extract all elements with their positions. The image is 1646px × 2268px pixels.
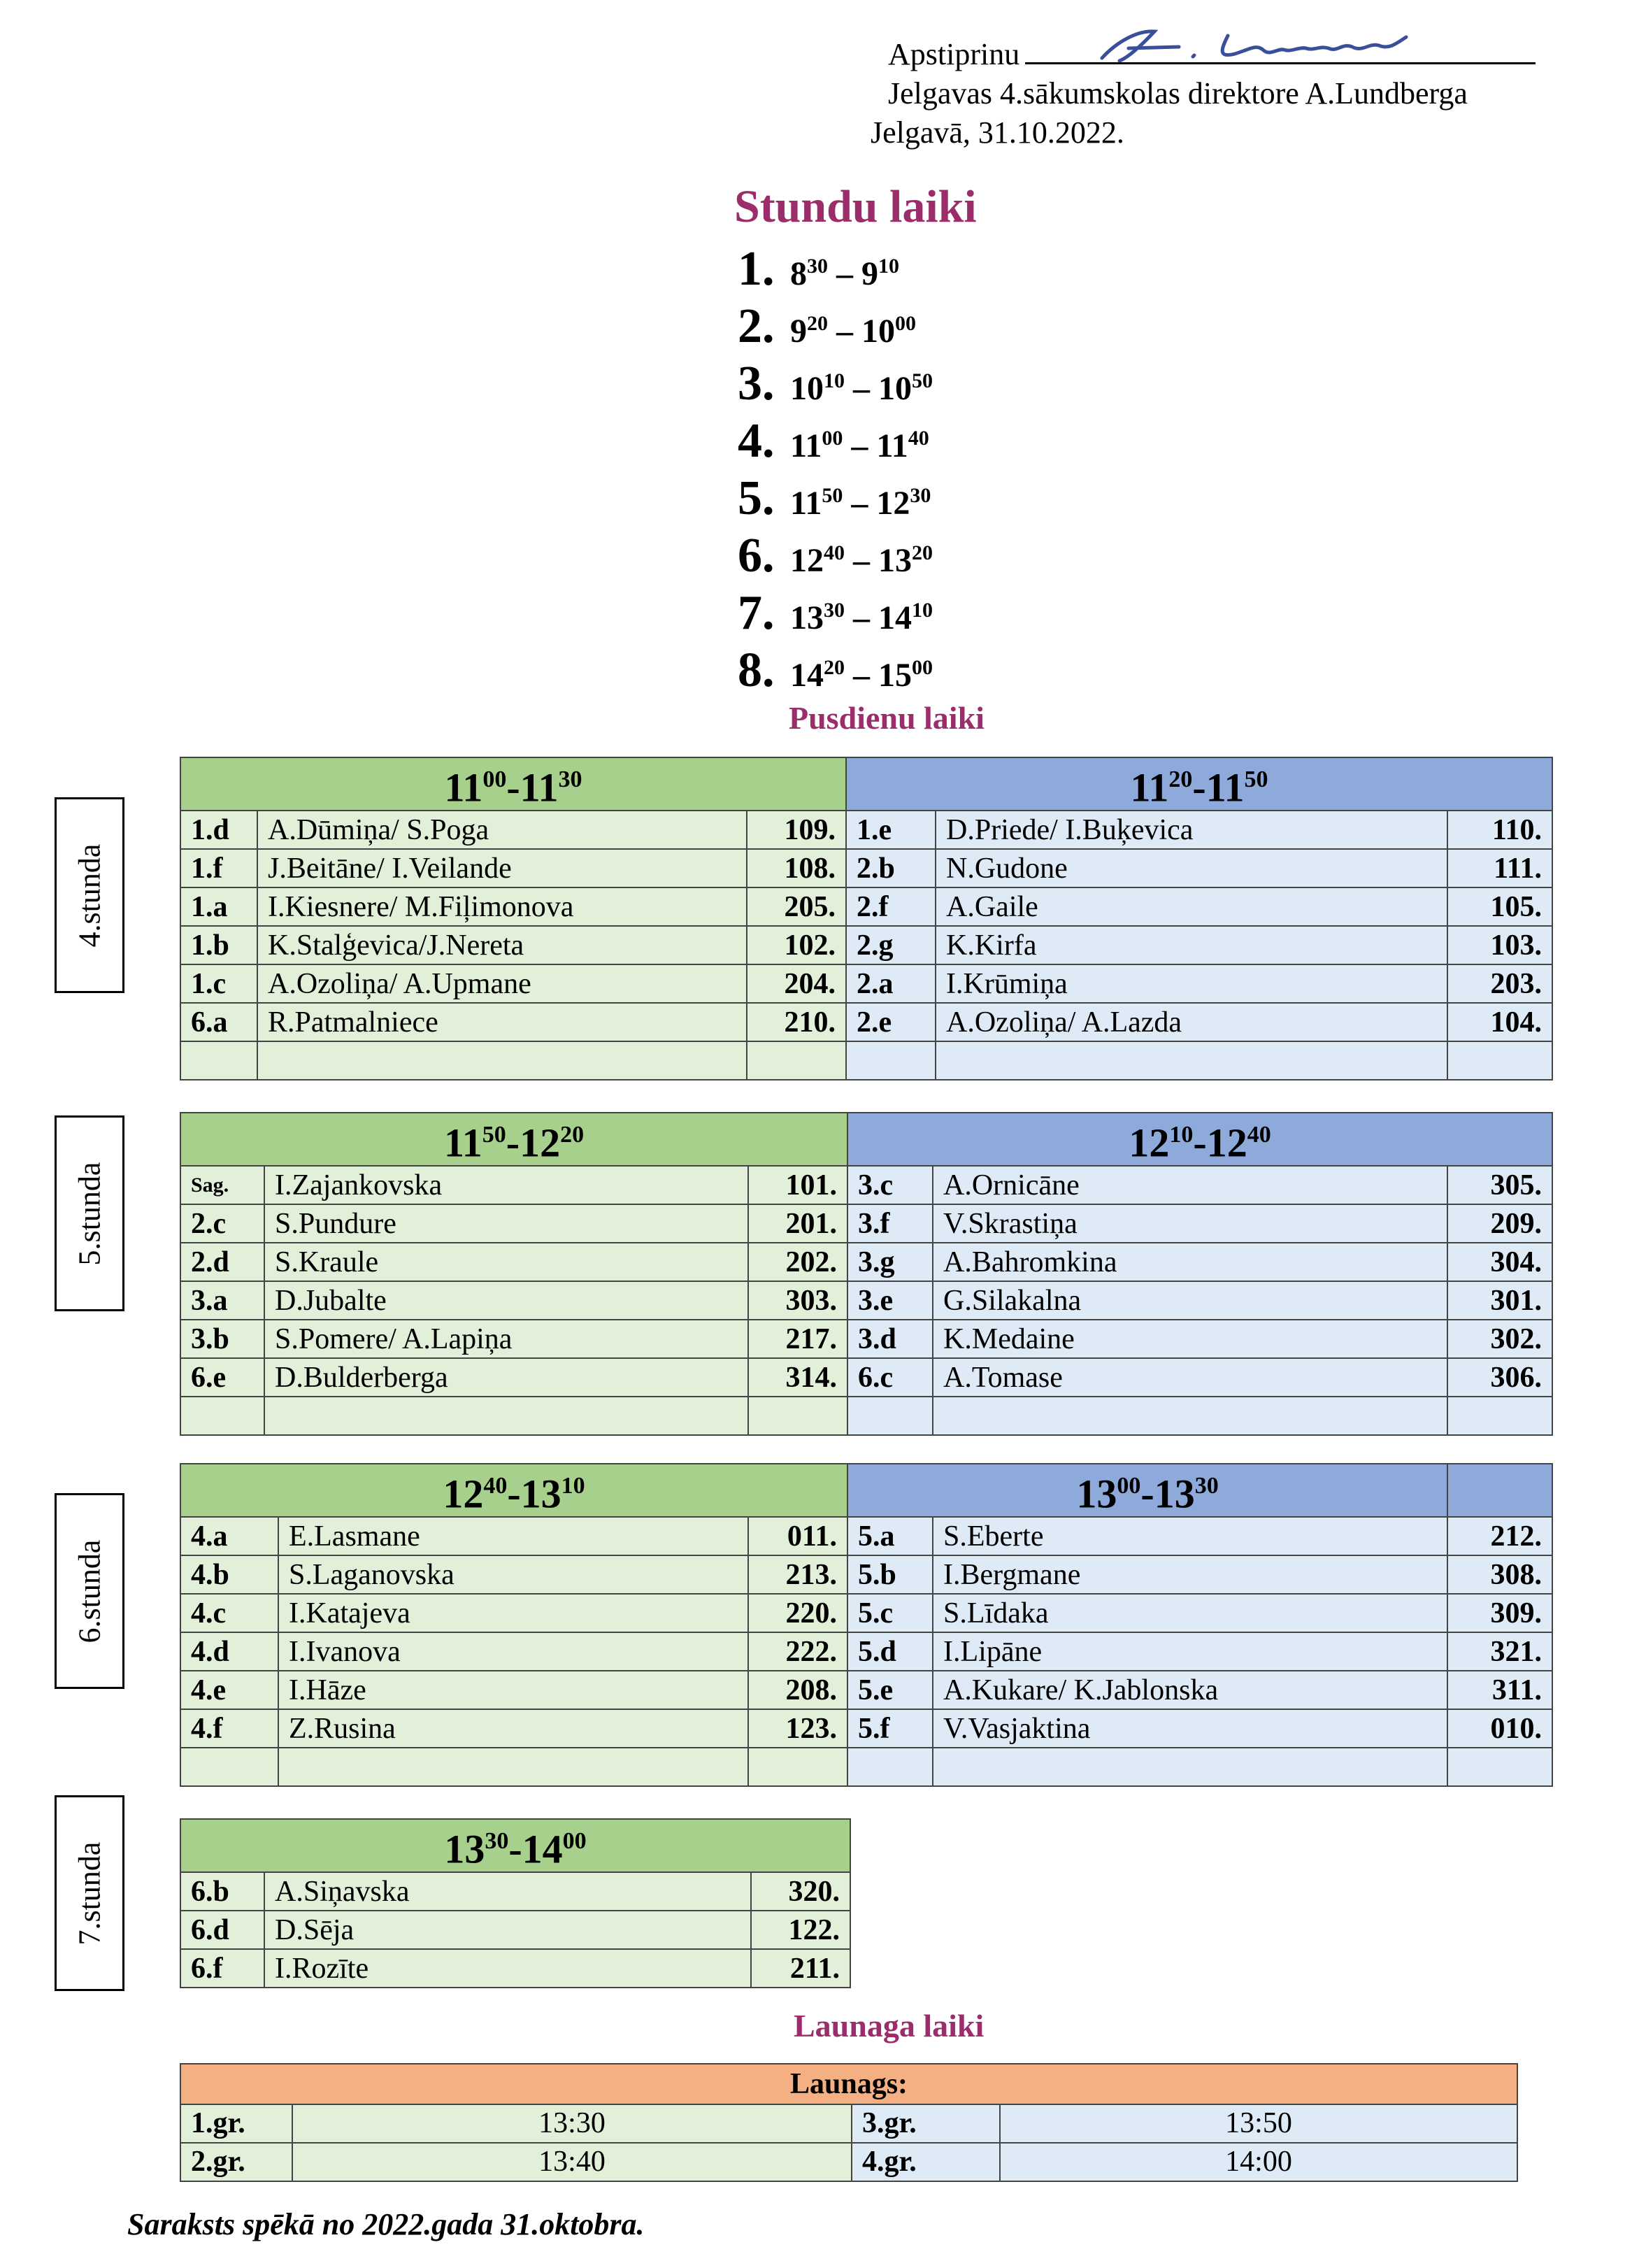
class-cell: 1.f — [180, 849, 257, 887]
signature-image — [1088, 22, 1417, 71]
lesson-time-row — [738, 413, 933, 471]
time-cell: 13:40 — [292, 2143, 852, 2181]
room-cell: 222. — [748, 1632, 847, 1671]
room-cell: 308. — [1447, 1555, 1552, 1594]
teacher-cell: I.Katajeva — [278, 1594, 748, 1632]
teacher-cell: Z.Rusina — [278, 1709, 748, 1748]
class-cell: 3.e — [847, 1281, 933, 1320]
room-cell: 103. — [1447, 926, 1552, 964]
empty-cell — [1447, 1041, 1552, 1080]
room-cell: 311. — [1447, 1671, 1552, 1709]
room-cell: 101. — [748, 1166, 847, 1204]
room-cell: 104. — [1447, 1003, 1552, 1041]
lesson-time-row — [738, 528, 933, 585]
room-cell: 210. — [747, 1003, 846, 1041]
teacher-cell: D.Priede/ I.Buķevica — [936, 811, 1447, 849]
room-cell: 212. — [1447, 1517, 1552, 1555]
time-header-right: $13^{00}-13^{30}$ — [847, 1464, 1447, 1517]
table-row — [180, 1594, 1552, 1632]
lunch-table-period-6 — [180, 1463, 1553, 1787]
approve-label: Apstiprinu — [888, 37, 1020, 71]
teacher-cell: I.Ivanova — [278, 1632, 748, 1671]
lesson-time: $13^{30} - 14^{10}$ — [790, 599, 933, 636]
lesson-time-row — [738, 299, 933, 356]
group-cell: 2.gr. — [180, 2143, 292, 2181]
table-row — [180, 1911, 850, 1949]
teacher-cell: A.Ornicāne — [933, 1166, 1447, 1204]
room-cell: 123. — [748, 1709, 847, 1748]
snack-header: Launags: — [180, 2064, 1517, 2104]
empty-cell — [847, 1397, 933, 1435]
table-row — [180, 1949, 850, 1988]
lunch-table-period-4 — [180, 757, 1553, 1080]
room-cell: 208. — [748, 1671, 847, 1709]
table-row — [180, 1872, 850, 1911]
time-header-left: $11^{00}-11^{30}$ — [180, 757, 846, 811]
table-row — [180, 2104, 1517, 2143]
lesson-number: 3. — [738, 357, 775, 411]
teacher-cell: I.Krūmiņa — [936, 964, 1447, 1003]
class-cell: 2.a — [846, 964, 936, 1003]
teacher-cell: J.Beitāne/ I.Veilande — [257, 849, 747, 887]
class-cell: 5.b — [847, 1555, 933, 1594]
approval-block — [871, 35, 1536, 152]
teacher-cell: I.Kiesnere/ M.Fiļimonova — [257, 887, 747, 926]
class-cell: 6.c — [847, 1358, 933, 1397]
teacher-cell: D.Sēja — [264, 1911, 751, 1949]
room-cell: 320. — [751, 1872, 850, 1911]
teacher-cell: A.Gaile — [936, 887, 1447, 926]
empty-cell — [264, 1397, 748, 1435]
class-cell: 5.e — [847, 1671, 933, 1709]
footer-note: Saraksts spēkā no 2022.gada 31.oktobra. — [127, 2207, 645, 2241]
class-cell: 6.f — [180, 1949, 264, 1988]
group-cell: 3.gr. — [852, 2104, 1000, 2143]
table-row — [180, 1166, 1552, 1204]
class-cell: 2.d — [180, 1243, 264, 1281]
room-cell: 220. — [748, 1594, 847, 1632]
table-row — [180, 1320, 1552, 1358]
room-cell: 211. — [751, 1949, 850, 1988]
time-header-blank — [1447, 1464, 1552, 1517]
teacher-cell: S.Kraule — [264, 1243, 748, 1281]
teacher-cell: S.Laganovska — [278, 1555, 748, 1594]
lunch-title: Pusdienu laiki — [789, 700, 985, 736]
teacher-cell: A.Dūmiņa/ S.Poga — [257, 811, 747, 849]
lesson-time: $11^{50} - 12^{30}$ — [790, 484, 931, 522]
class-cell: 3.d — [847, 1320, 933, 1358]
empty-cell — [747, 1041, 846, 1080]
time-header-left: $11^{50}-12^{20}$ — [180, 1113, 847, 1166]
empty-cell — [847, 1748, 933, 1786]
class-cell: 2.b — [846, 849, 936, 887]
class-cell: 6.d — [180, 1911, 264, 1949]
table-row — [180, 811, 1552, 849]
teacher-cell: A.Siņavska — [264, 1872, 751, 1911]
empty-cell — [846, 1041, 936, 1080]
empty-cell — [748, 1397, 847, 1435]
lesson-time: $8^{30} - 9^{10}$ — [790, 255, 899, 292]
lesson-time-row — [738, 585, 933, 643]
room-cell: 302. — [1447, 1320, 1552, 1358]
table-row — [180, 1281, 1552, 1320]
class-cell: 6.e — [180, 1358, 264, 1397]
room-cell: 011. — [748, 1517, 847, 1555]
lesson-time-row — [738, 241, 933, 299]
table-row — [180, 926, 1552, 964]
lesson-time-row — [738, 643, 933, 700]
room-cell: 111. — [1447, 849, 1552, 887]
director-line: Jelgavas 4.sākumskolas direktore A.Lundberga — [888, 76, 1468, 110]
empty-row — [180, 1041, 1552, 1080]
place-date: Jelgavā, 31.10.2022. — [871, 115, 1124, 150]
snack-table — [180, 2063, 1518, 2182]
class-cell: 1.e — [846, 811, 936, 849]
empty-cell — [180, 1041, 257, 1080]
room-cell: 102. — [747, 926, 846, 964]
class-cell: 3.a — [180, 1281, 264, 1320]
period-label-4: 4.stunda — [55, 797, 124, 993]
lesson-time-row — [738, 356, 933, 413]
room-cell: 321. — [1447, 1632, 1552, 1671]
teacher-cell: S.Pundure — [264, 1204, 748, 1243]
room-cell: 305. — [1447, 1166, 1552, 1204]
class-cell: 3.g — [847, 1243, 933, 1281]
teacher-cell: G.Silakalna — [933, 1281, 1447, 1320]
empty-cell — [1447, 1748, 1552, 1786]
teacher-cell: A.Ozoliņa/ A.Upmane — [257, 964, 747, 1003]
class-cell: 4.f — [180, 1709, 278, 1748]
class-cell: 2.g — [846, 926, 936, 964]
table-row — [180, 1671, 1552, 1709]
room-cell: 109. — [747, 811, 846, 849]
teacher-cell: A.Tomase — [933, 1358, 1447, 1397]
class-cell: 5.a — [847, 1517, 933, 1555]
approval-line — [871, 35, 1536, 74]
empty-cell — [257, 1041, 747, 1080]
class-cell: 6.b — [180, 1872, 264, 1911]
class-cell: 2.f — [846, 887, 936, 926]
lesson-time: $11^{00} - 11^{40}$ — [790, 427, 929, 464]
room-cell: 306. — [1447, 1358, 1552, 1397]
empty-cell — [933, 1397, 1447, 1435]
class-cell: 5.c — [847, 1594, 933, 1632]
empty-cell — [1447, 1397, 1552, 1435]
room-cell: 110. — [1447, 811, 1552, 849]
teacher-cell: I.Rozīte — [264, 1949, 751, 1988]
period-label-7: 7.stunda — [55, 1795, 124, 1991]
time-header-right: $12^{10}-12^{40}$ — [847, 1113, 1552, 1166]
room-cell: 122. — [751, 1911, 850, 1949]
teacher-cell: A.Ozoliņa/ A.Lazda — [936, 1003, 1447, 1041]
teacher-cell: K.Medaine — [933, 1320, 1447, 1358]
teacher-cell: D.Jubalte — [264, 1281, 748, 1320]
room-cell: 010. — [1447, 1709, 1552, 1748]
teacher-cell: A.Bahromkina — [933, 1243, 1447, 1281]
group-cell: 4.gr. — [852, 2143, 1000, 2181]
class-cell: 1.b — [180, 926, 257, 964]
room-cell: 314. — [748, 1358, 847, 1397]
lesson-number: 8. — [738, 643, 775, 697]
class-cell: 1.a — [180, 887, 257, 926]
class-cell: 5.d — [847, 1632, 933, 1671]
class-cell: 4.e — [180, 1671, 278, 1709]
class-cell: 3.f — [847, 1204, 933, 1243]
empty-cell — [180, 1397, 264, 1435]
teacher-cell: S.Pomere/ A.Lapiņa — [264, 1320, 748, 1358]
lesson-number: 7. — [738, 586, 775, 640]
signature-line — [1025, 37, 1536, 64]
empty-cell — [748, 1748, 847, 1786]
class-cell: 2.e — [846, 1003, 936, 1041]
class-cell: 4.c — [180, 1594, 278, 1632]
teacher-cell: I.Hāze — [278, 1671, 748, 1709]
lunch-table-period-7 — [180, 1818, 851, 1988]
lesson-time: $10^{10} - 10^{50}$ — [790, 369, 933, 407]
room-cell: 108. — [747, 849, 846, 887]
class-cell: Sag. — [180, 1166, 264, 1204]
empty-cell — [180, 1748, 278, 1786]
room-cell: 217. — [748, 1320, 847, 1358]
lesson-time: $12^{40} - 13^{20}$ — [790, 541, 933, 579]
empty-cell — [933, 1748, 1447, 1786]
time-cell: 13:30 — [292, 2104, 852, 2143]
teacher-cell: V.Vasjaktina — [933, 1709, 1447, 1748]
empty-row — [180, 1397, 1552, 1435]
empty-cell — [936, 1041, 1447, 1080]
table-row — [180, 1555, 1552, 1594]
class-cell: 1.c — [180, 964, 257, 1003]
lesson-number: 5. — [738, 471, 775, 525]
class-cell: 6.a — [180, 1003, 257, 1041]
room-cell: 203. — [1447, 964, 1552, 1003]
table-row — [180, 1003, 1552, 1041]
lesson-number: 1. — [738, 242, 775, 296]
table-row — [180, 1709, 1552, 1748]
room-cell: 201. — [748, 1204, 847, 1243]
teacher-cell: S.Eberte — [933, 1517, 1447, 1555]
table-row — [180, 1243, 1552, 1281]
period-label-5: 5.stunda — [55, 1115, 124, 1311]
room-cell: 301. — [1447, 1281, 1552, 1320]
period-label-6: 6.stunda — [55, 1493, 124, 1689]
room-cell: 213. — [748, 1555, 847, 1594]
teacher-cell: D.Bulderberga — [264, 1358, 748, 1397]
class-cell: 3.b — [180, 1320, 264, 1358]
teacher-cell: I.Zajankovska — [264, 1166, 748, 1204]
teacher-cell: I.Bergmane — [933, 1555, 1447, 1594]
room-cell: 105. — [1447, 887, 1552, 926]
class-cell: 4.a — [180, 1517, 278, 1555]
time-header-left: $13^{30}-14^{00}$ — [180, 1819, 850, 1872]
lesson-number: 2. — [738, 299, 775, 353]
table-row — [180, 1358, 1552, 1397]
empty-row — [180, 1748, 1552, 1786]
lesson-time-row — [738, 471, 933, 528]
teacher-cell: S.Līdaka — [933, 1594, 1447, 1632]
class-cell: 4.b — [180, 1555, 278, 1594]
table-row — [180, 964, 1552, 1003]
teacher-cell: E.Lasmane — [278, 1517, 748, 1555]
room-cell: 304. — [1447, 1243, 1552, 1281]
class-cell: 4.d — [180, 1632, 278, 1671]
lunch-table-period-5 — [180, 1112, 1553, 1436]
empty-cell — [278, 1748, 748, 1786]
table-row — [180, 887, 1552, 926]
class-cell: 3.c — [847, 1166, 933, 1204]
class-cell: 2.c — [180, 1204, 264, 1243]
room-cell: 205. — [747, 887, 846, 926]
teacher-cell: K.Kirfa — [936, 926, 1447, 964]
lesson-time: $9^{20} - 10^{00}$ — [790, 312, 916, 350]
lesson-time: $14^{20} - 15^{00}$ — [790, 656, 933, 694]
table-row — [180, 849, 1552, 887]
table-row — [180, 1204, 1552, 1243]
time-cell: 13:50 — [1000, 2104, 1517, 2143]
lesson-number: 6. — [738, 529, 775, 583]
room-cell: 209. — [1447, 1204, 1552, 1243]
class-cell: 1.d — [180, 811, 257, 849]
room-cell: 309. — [1447, 1594, 1552, 1632]
group-cell: 1.gr. — [180, 2104, 292, 2143]
class-cell: 5.f — [847, 1709, 933, 1748]
teacher-cell: N.Gudone — [936, 849, 1447, 887]
room-cell: 303. — [748, 1281, 847, 1320]
teacher-cell: R.Patmalniece — [257, 1003, 747, 1041]
room-cell: 204. — [747, 964, 846, 1003]
teacher-cell: K.Stalģevica/J.Nereta — [257, 926, 747, 964]
room-cell: 202. — [748, 1243, 847, 1281]
time-header-right: $11^{20}-11^{50}$ — [846, 757, 1552, 811]
table-row — [180, 1517, 1552, 1555]
lesson-number: 4. — [738, 414, 775, 468]
snack-title: Launaga laiki — [794, 2008, 985, 2044]
teacher-cell: A.Kukare/ K.Jablonska — [933, 1671, 1447, 1709]
lesson-times-list — [738, 241, 933, 700]
teacher-cell: I.Lipāne — [933, 1632, 1447, 1671]
table-row — [180, 2143, 1517, 2181]
teacher-cell: V.Skrastiņa — [933, 1204, 1447, 1243]
time-cell: 14:00 — [1000, 2143, 1517, 2181]
table-row — [180, 1632, 1552, 1671]
time-header-left: $12^{40}-13^{10}$ — [180, 1464, 847, 1517]
lesson-times-title: Stundu laiki — [734, 181, 977, 232]
